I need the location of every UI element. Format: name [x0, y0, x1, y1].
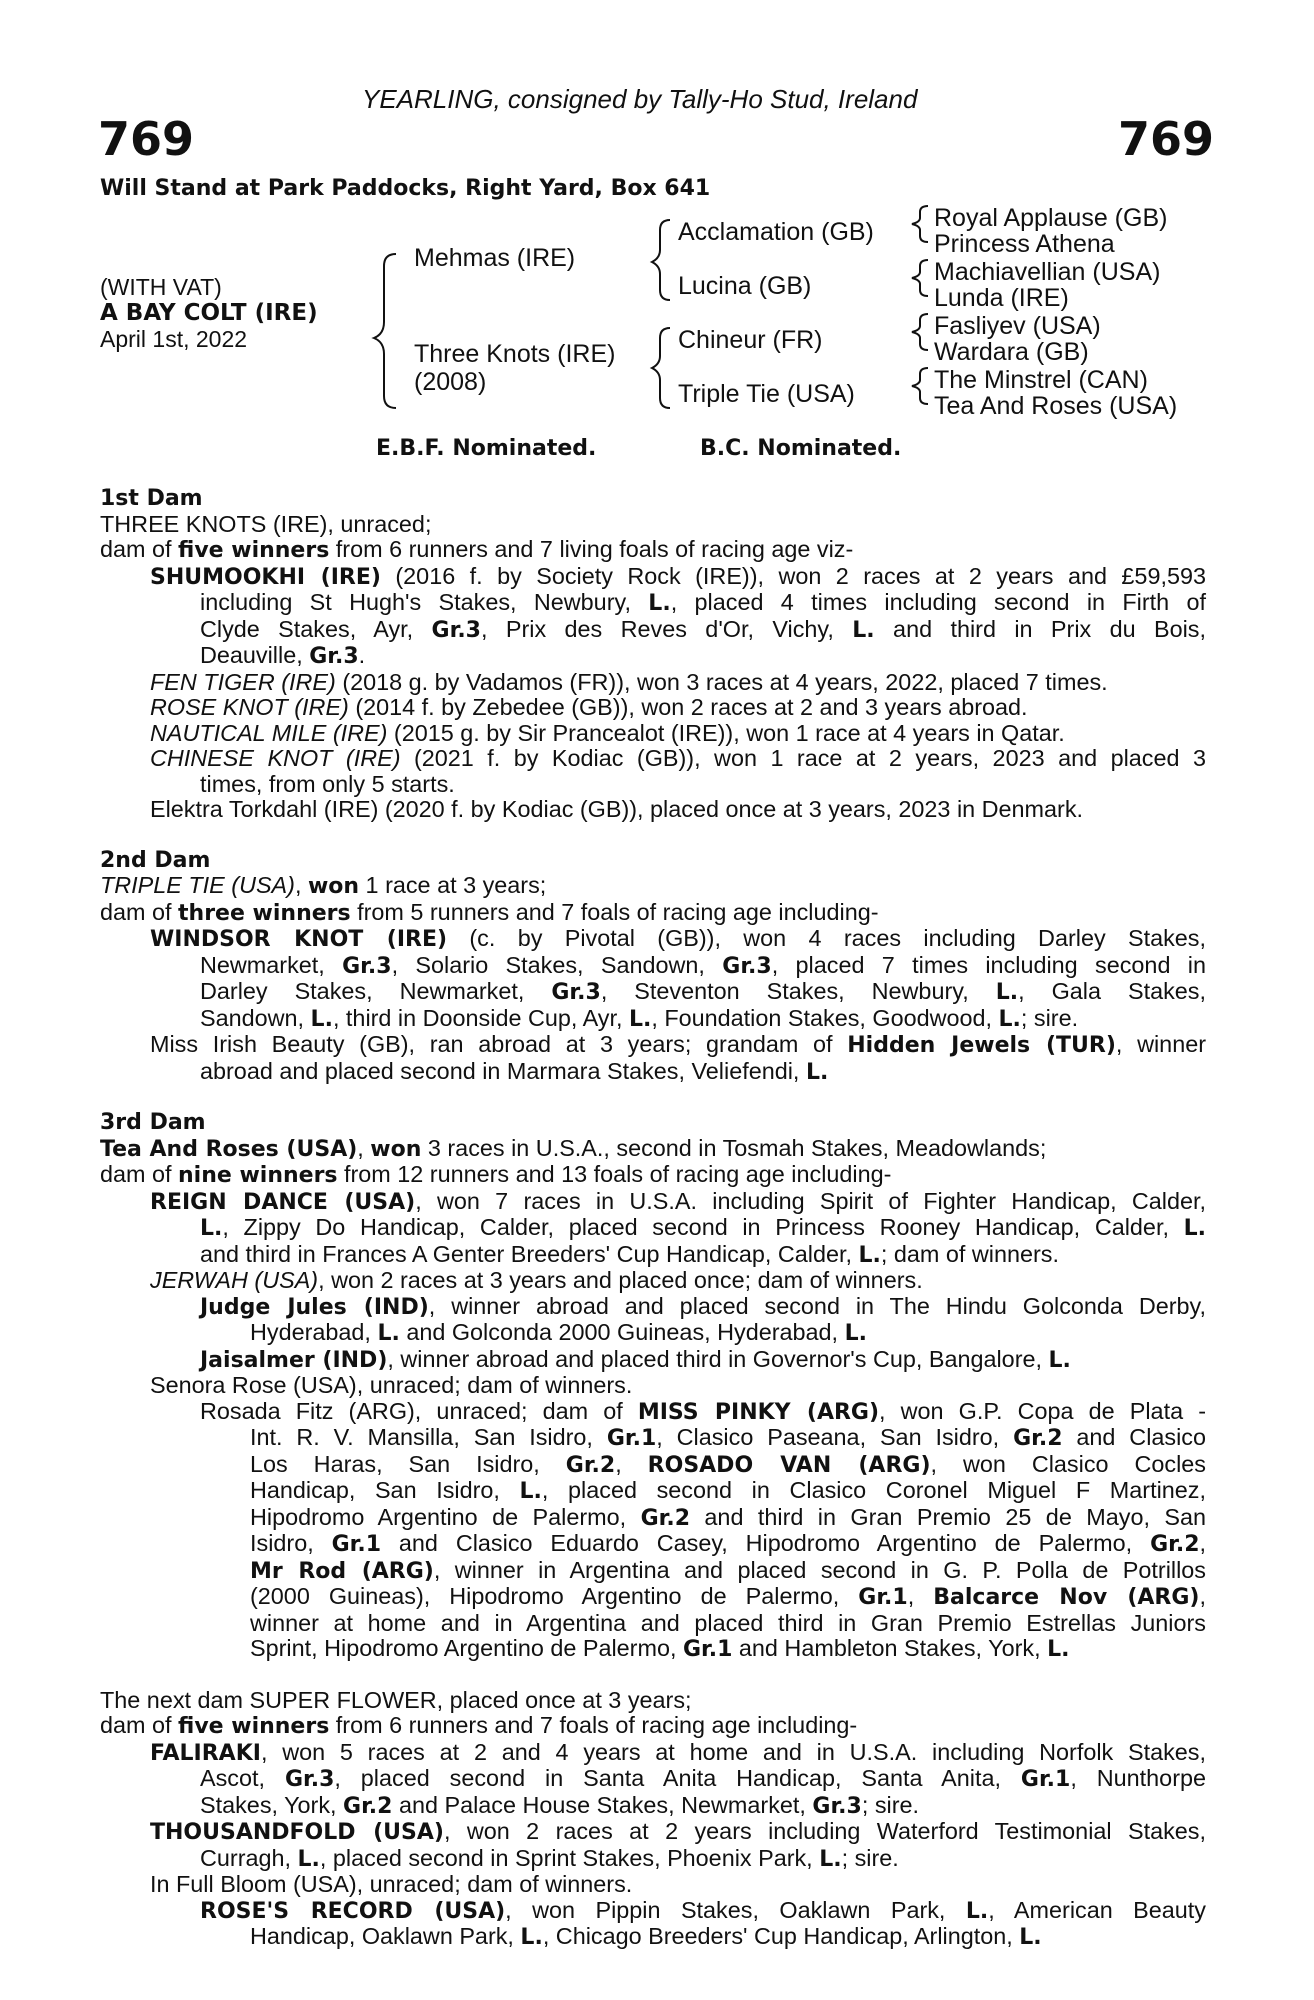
text-line: abroad and placed second in Marmara Stakes, Veliefendi, L. [200, 1057, 829, 1085]
text-line: THOUSANDFOLD (USA), won 2 races at 2 years including Waterford Testimonial Stakes, [150, 1818, 1207, 1845]
text-line: Miss Irish Beauty (GB), ran abroad at 3 years; grandam of Hidden Jewels (TUR), winner [150, 1031, 1207, 1058]
text-line: Handicap, San Isidro, L., placed second in Clasico Coronel Miguel F Martinez, [250, 1477, 1206, 1504]
dam-sire-dam: Wardara (GB) [934, 338, 1089, 366]
dam: Three Knots (IRE) [414, 340, 616, 368]
text-line: WINDSOR KNOT (IRE) (c. by Pivotal (GB)), won 4 races including Darley Stakes, [150, 925, 1206, 952]
consignor-line: YEARLING, consigned by Tally-Ho Stud, Ireland [362, 84, 918, 114]
text-line: Tea And Roses (USA), won 3 races in U.S.A., second in Tosmah Stakes, Meadowlands; [100, 1134, 1047, 1162]
text-line: JERWAH (USA), won 2 races at 3 years and placed once; dam of winners. [150, 1267, 923, 1293]
text-line: Sandown, L., third in Doonside Cup, Ayr, L., Foundation Stakes, Goodwood, L.; sire. [200, 1004, 1079, 1032]
text-line: Ascot, Gr.3, placed second in Santa Anita Handicap, Santa Anita, Gr.1, Nunthorpe [200, 1765, 1207, 1792]
text-line: (2000 Guineas), Hipodromo Argentino de Palermo, Gr.1, Balcarce Nov (ARG), [250, 1583, 1206, 1610]
foaling-date: April 1st, 2022 [100, 326, 248, 352]
dam-sire: Chineur (FR) [678, 326, 823, 354]
text-line: In Full Bloom (USA), unraced; dam of winners. [150, 1871, 633, 1897]
sire-dam-sire: Machiavellian (USA) [934, 258, 1161, 286]
text-line: dam of five winners from 6 runners and 7 foals of racing age including- [100, 1712, 858, 1739]
text-line: ROSE KNOT (IRE) (2014 f. by Zebedee (GB)), won 2 races at 2 and 3 years abroad. [150, 694, 1028, 720]
text-line: Handicap, Oaklawn Park, L., Chicago Breeders' Cup Handicap, Arlington, L. [250, 1923, 1042, 1950]
dam-year: (2008) [414, 368, 487, 396]
text-line: Clyde Stakes, Ayr, Gr.3, Prix des Reves d'Or, Vichy, L. and third in Prix du Bois, [200, 615, 1206, 643]
text-line: times, from only 5 starts. [200, 770, 455, 797]
lot-number-right: 769 [1118, 112, 1215, 166]
sire: Mehmas (IRE) [414, 244, 576, 272]
text-line: L., Zippy Do Handicap, Calder, placed second in Princess Rooney Handicap, Calder, L. [200, 1214, 1206, 1241]
text-line: Curragh, L., placed second in Sprint Stakes, Phoenix Park, L.; sire. [200, 1844, 899, 1872]
ebf-nominated: E.B.F. Nominated. [376, 436, 597, 461]
text-line: NAUTICAL MILE (IRE) (2015 g. by Sir Prancealot (IRE)), won 1 race at 4 years in Qatar. [150, 719, 1065, 746]
text-line: Darley Stakes, Newmarket, Gr.3, Steventon Stakes, Newbury, L., Gala Stakes, [200, 978, 1206, 1005]
section-heading-2nd-dam: 2nd Dam [100, 847, 211, 873]
text-line: Rosada Fitz (ARG), unraced; dam of MISS PINKY (ARG), won G.P. Copa de Plata - [200, 1397, 1206, 1425]
vat-note: (WITH VAT) [100, 274, 222, 300]
sire-sire: Acclamation (GB) [678, 218, 874, 246]
text-line: dam of five winners from 6 runners and 7 living foals of racing age viz- [100, 536, 854, 563]
sire-dam-dam: Lunda (IRE) [934, 284, 1069, 312]
dam-dam-dam: Tea And Roses (USA) [934, 392, 1178, 420]
text-line: ROSE'S RECORD (USA), won Pippin Stakes, Oaklawn Park, L., American Beauty [200, 1896, 1206, 1924]
stand-location: Will Stand at Park Paddocks, Right Yard, Box 641 [100, 176, 711, 201]
text-line: The next dam SUPER FLOWER, placed once at 3 years; [100, 1686, 692, 1713]
text-line: Hyderabad, L. and Golconda 2000 Guineas, Hyderabad, L. [250, 1319, 867, 1346]
text-line: CHINESE KNOT (IRE) (2021 f. by Kodiac (GB)), won 1 race at 2 years, 2023 and placed 3 [150, 745, 1206, 771]
text-line: Elektra Torkdahl (IRE) (2020 f. by Kodiac (GB)), placed once at 3 years, 2023 in Denmark. [150, 796, 1084, 822]
text-line: Newmarket, Gr.3, Solario Stakes, Sandown, Gr.3, placed 7 times including second in [200, 951, 1206, 979]
text-line: THREE KNOTS (IRE), unraced; [100, 510, 432, 537]
text-line: Int. R. V. Mansilla, San Isidro, Gr.1, Clasico Paseana, San Isidro, Gr.2 and Clasico [250, 1424, 1207, 1451]
text-line: FALIRAKI, won 5 races at 2 and 4 years at home and in U.S.A. including Norfolk Stakes, [150, 1738, 1206, 1766]
text-line: Hipodromo Argentino de Palermo, Gr.2 and third in Gran Premio 25 de Mayo, San [250, 1503, 1206, 1531]
text-line: and third in Frances A Genter Breeders' Cup Handicap, Calder, L.; dam of winners. [200, 1240, 1059, 1268]
section-heading-1st-dam: 1st Dam [100, 486, 203, 511]
text-line: Isidro, Gr.1 and Clasico Eduardo Casey, Hipodromo Argentino de Palermo, Gr.2, [250, 1530, 1206, 1557]
text-line: Mr Rod (ARG), winner in Argentina and placed second in G. P. Polla de Potrillos [250, 1556, 1207, 1584]
text-line: Judge Jules (IND), winner abroad and placed second in The Hindu Golconda Derby, [200, 1292, 1206, 1320]
text-line: Jaisalmer (IND), winner abroad and placed third in Governor's Cup, Bangalore, L. [200, 1345, 1071, 1373]
text-line: dam of three winners from 5 runners and 7 foals of racing age including- [100, 898, 879, 926]
section-heading-3rd-dam: 3rd Dam [100, 1110, 206, 1135]
text-line: TRIPLE TIE (USA), won 1 race at 3 years; [100, 872, 547, 899]
sire-sire-dam: Princess Athena [934, 230, 1115, 258]
text-line: dam of nine winners from 12 runners and 13 foals of racing age including- [100, 1161, 892, 1188]
sire-sire-sire: Royal Applause (GB) [934, 204, 1168, 232]
text-line: Stakes, York, Gr.2 and Palace House Stakes, Newmarket, Gr.3; sire. [200, 1791, 920, 1819]
text-line: Sprint, Hipodromo Argentino de Palermo, Gr.1 and Hambleton Stakes, York, L. [250, 1635, 1070, 1662]
text-line: including St Hugh's Stakes, Newbury, L., placed 4 times including second in Firth of [200, 589, 1206, 616]
bc-nominated: B.C. Nominated. [700, 436, 902, 461]
catalogue-body [100, 486, 1206, 1951]
lot-number-left: 769 [98, 112, 195, 166]
lot-title: A BAY COLT (IRE) [100, 300, 318, 326]
text-line: FEN TIGER (IRE) (2018 g. by Vadamos (FR)), won 3 races at 4 years, 2022, placed 7 times. [150, 668, 1108, 695]
sire-dam: Lucina (GB) [678, 272, 812, 300]
text-line: winner at home and in Argentina and placed third in Gran Premio Estrellas Juniors [250, 1609, 1206, 1636]
dam-dam-sire: The Minstrel (CAN) [934, 366, 1148, 394]
dam-sire-sire: Fasliyev (USA) [934, 312, 1101, 340]
dam-dam: Triple Tie (USA) [678, 380, 855, 408]
text-line: Senora Rose (USA), unraced; dam of winners. [150, 1372, 633, 1398]
text-line: Los Haras, San Isidro, Gr.2, ROSADO VAN (ARG), won Clasico Cocles [250, 1450, 1206, 1478]
text-line: REIGN DANCE (USA), won 7 races in U.S.A. including Spirit of Fighter Handicap, Calder, [150, 1187, 1206, 1215]
text-line: Deauville, Gr.3. [200, 642, 366, 669]
text-line: SHUMOOKHI (IRE) (2016 f. by Society Rock (IRE)), won 2 races at 2 years and £59,593 [150, 562, 1206, 590]
